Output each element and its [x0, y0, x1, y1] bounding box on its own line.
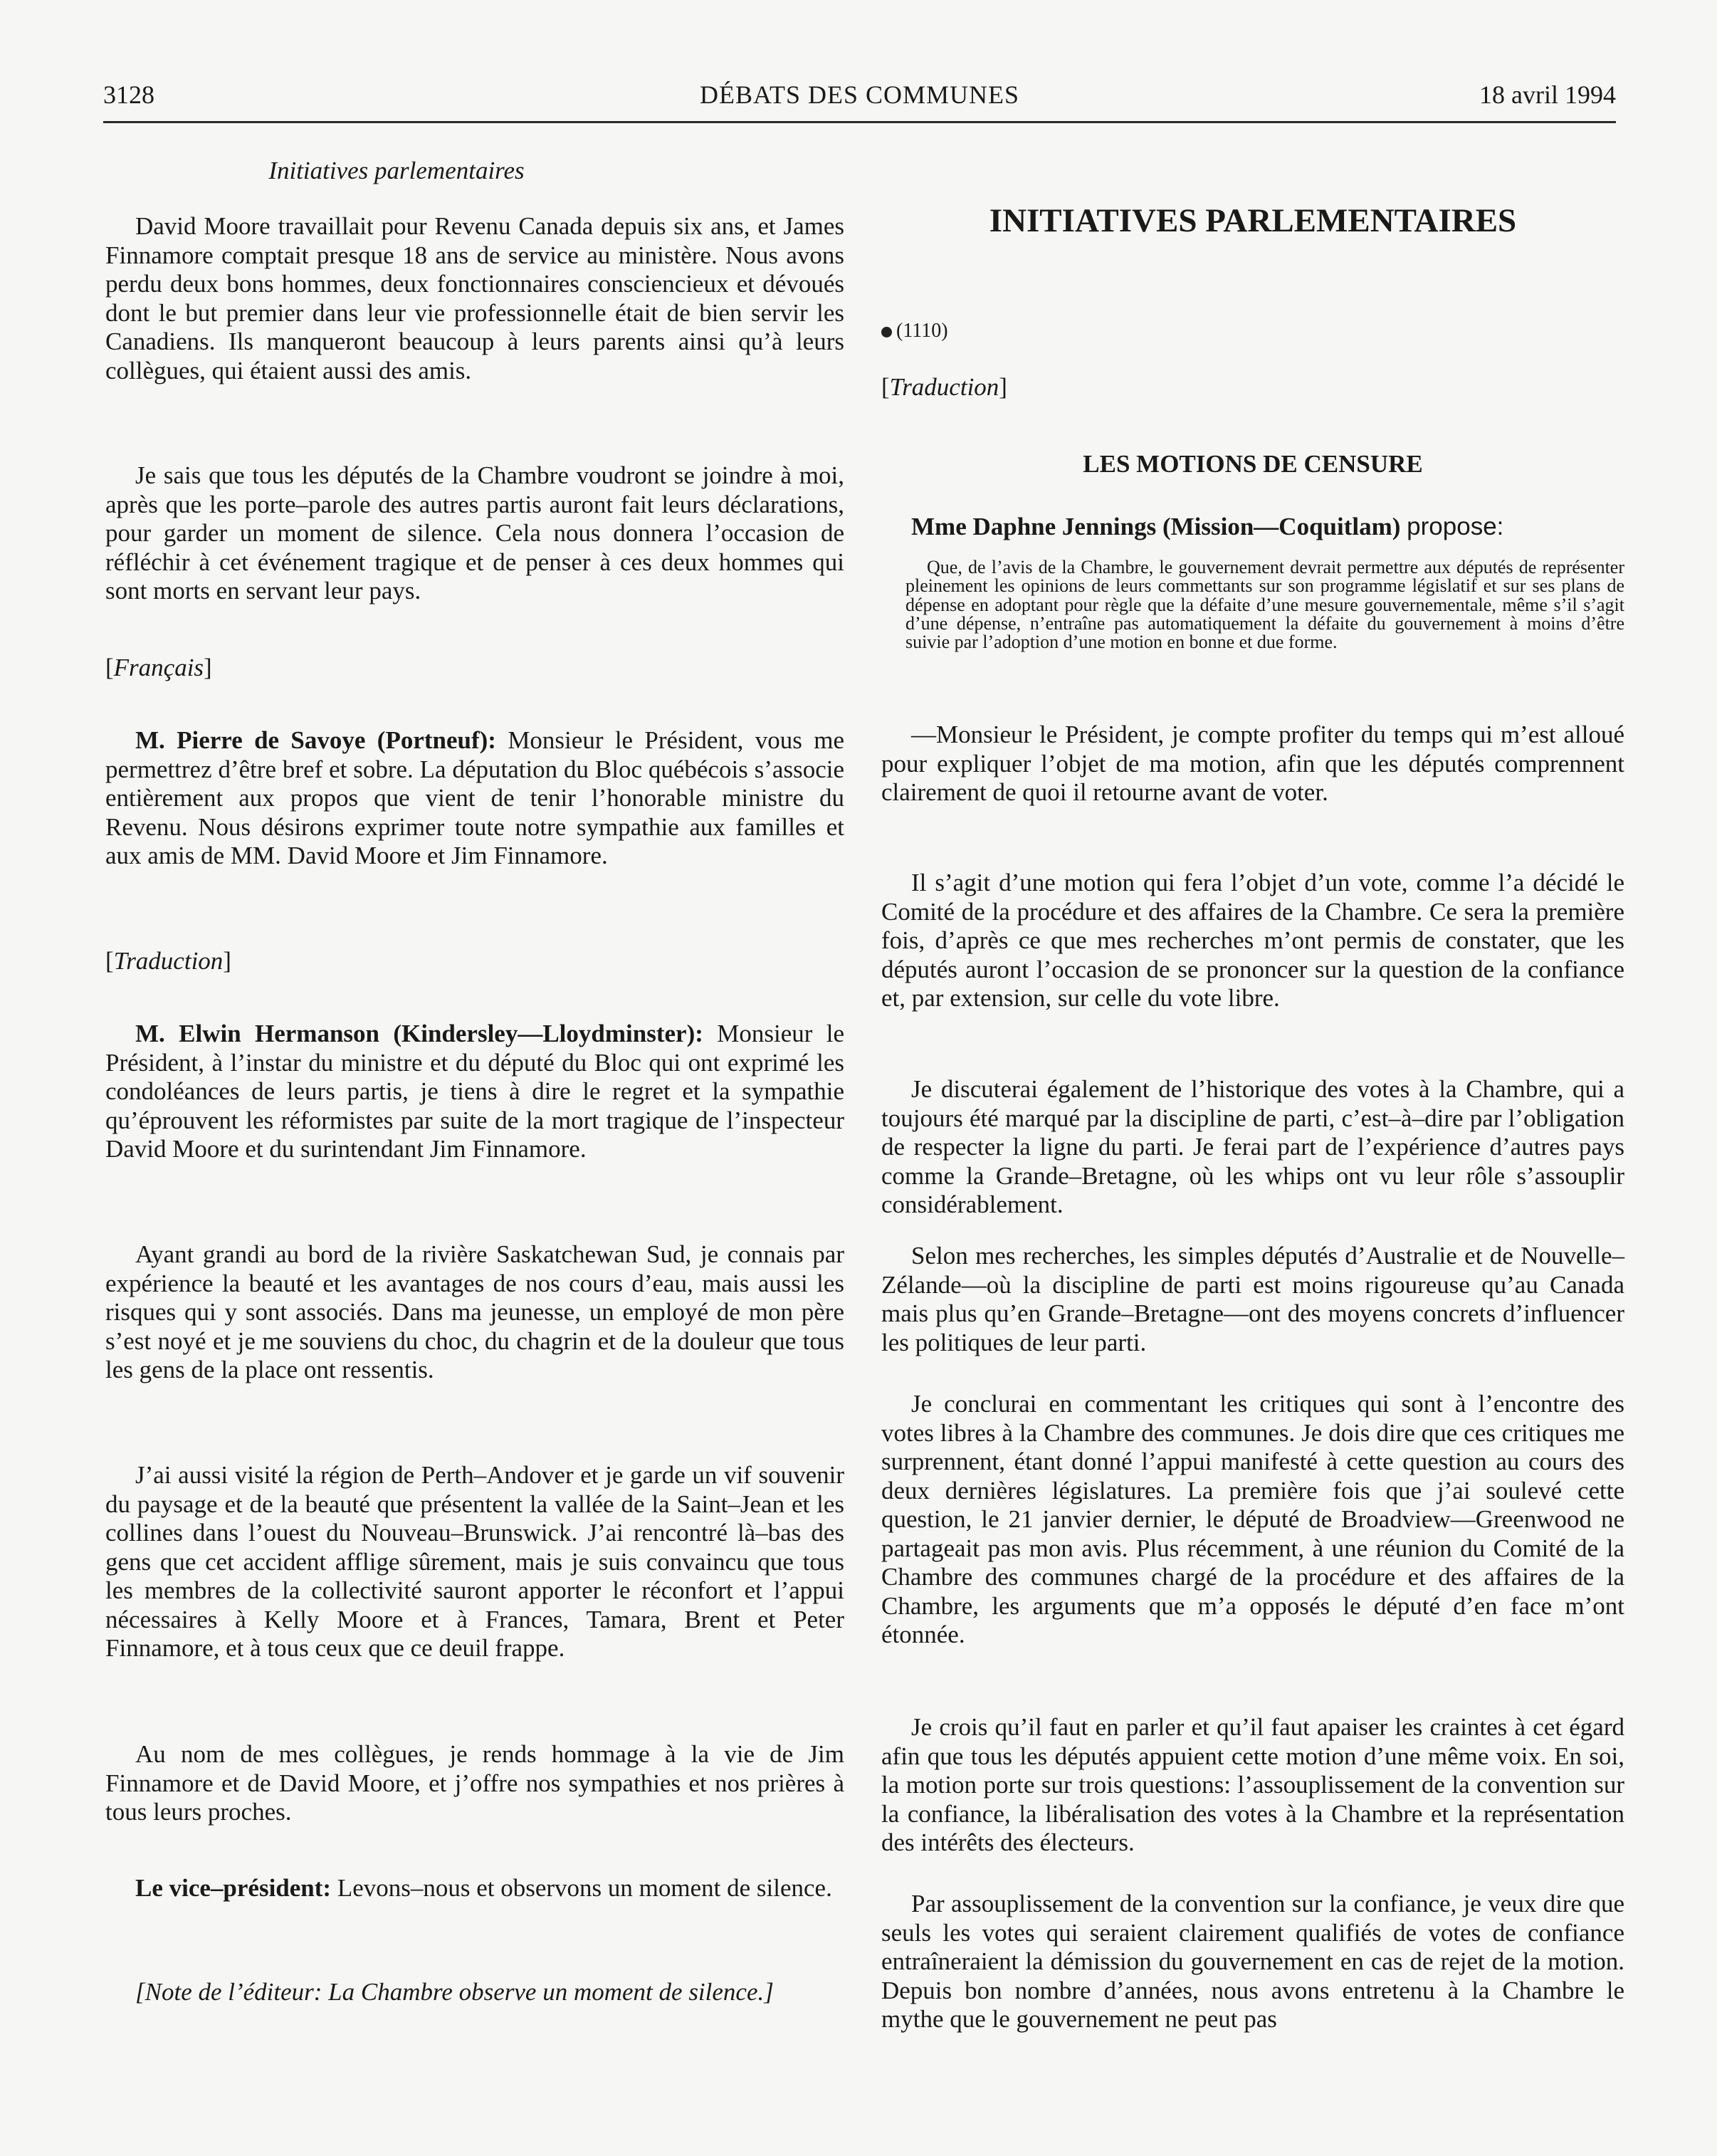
bullet-icon	[881, 327, 892, 337]
mover-line	[881, 513, 1624, 542]
language-note-text: Traduction	[889, 373, 999, 401]
right-paragraph-7: Par assouplissement de la convention sur la confiance, je veux dire que seuls les votes qui seraient clairement qualifiés de votes de confiance entraîneraient la démission du gouvernement en cas de rejet de la motion. Depuis bon nombre d’années, nous avons entretenu à la Chambre le mythe que le gouvernement ne peut pas	[881, 1890, 1624, 2033]
publication-title: DÉBATS DES COMMUNES	[699, 80, 1020, 109]
speech-text: Monsieur le Président, à l’instar du ministre et du député du Bloc qui ont exprimé les condoléances de leurs partis, je tiens à dire le regret et la sympathie qu’éprouvent les réformistes par suite de la mort tragique de l’inspecteur David Moore et du surintendant Jim Finnamore.	[105, 1020, 845, 1163]
right-paragraph-2: Il s’agit d’une motion qui fera l’objet d’un vote, comme l’a décidé le Comité de la procédure et des affaires de la Chambre. Ce sera la première fois, d’après ce que mes recherches m’ont permis de constater, que les députés auront l’occasion de se prononcer sur la question de la confiance et, par extension, sur celle du vote libre.	[881, 869, 1624, 1012]
left-paragraph-8	[105, 1874, 844, 1903]
subheading: LES MOTIONS DE CENSURE	[1083, 450, 1423, 478]
mover-name: Mme Daphne Jennings (Mission—Coquitlam)	[911, 513, 1401, 540]
page-header	[103, 80, 1616, 122]
right-paragraph-6: Je crois qu’il faut en parler et qu’il faut apaiser les craintes à cet égard afin que tous les députés appuient cette motion d’une même voix. En soi, la motion porte sur trois questions: l’assouplissement de la convention sur la confiance, la libéralisation des votes à la Chambre et la représentation des intérêts des électeurs.	[881, 1713, 1624, 1856]
right-paragraph-5: Je conclurai en commentant les critiques qui sont à l’encontre des votes libres à la Chambre des communes. Je dois dire que ces critiques me surprennent, étant donné l’appui manifesté à cette question au cours des deux dernières législatures. La première fois que j’ai soulevé cette question, le 21 janvier dernier, le député de Broadview—Greenwood ne partageait pas mon avis. Plus récemment, à une réunion du Comité de la Chambre des communes chargé de la procédure et des affaires de la Chambre, les arguments que m’a opposés le député d’en face m’ont étonnée.	[881, 1390, 1624, 1648]
left-paragraph-6: J’ai aussi visité la région de Perth–Andover et je garde un vif souvenir du paysage et de la beauté que présentent la vallée de la Saint–Jean et les collines dans l’ouest du Nouveau–Brunswick. J’ai rencontré là–bas des gens que cet accident afflige sûrement, mais je suis convaincu que tous les membres de la collectivité sauront apporter le réconfort et l’appui nécessaires à Kelly Moore et à Frances, Tamara, Brent et Peter Finnamore, et à tous ceux que ce deuil frappe.	[105, 1461, 844, 1662]
page-number: 3128	[103, 80, 154, 109]
motion-text: Que, de l’avis de la Chambre, le gouvernement devrait permettre aux députés de représenter pleinement les opinions de leurs commettants sur son programme législatif et sur ses plans de dépense en adoptant pour règle que la défaite d’une mesure gouvernementale, même s’il s’agit d’une dépense, n’entraîne pas automatiquement la défaite du gouvernement à moins d’être suivie par l’adoption d’une motion en bonne et due forme.	[905, 557, 1624, 653]
section-heading: INITIATIVES PARLEMENTAIRES	[989, 202, 1517, 239]
language-note-francais: [Français]	[105, 654, 212, 681]
time-marker	[881, 317, 1624, 346]
left-paragraph-2: Je sais que tous les députés de la Chambre voudront se joindre à moi, après que les porte–parole des autres partis auront fait leurs déclarations, pour garder un moment de silence. Cela nous donnera l’occasion de réfléchir à cet événement tragique et de penser à ces deux hommes qui sont morts en servant leur pays.	[105, 461, 844, 605]
left-paragraph-3	[105, 726, 844, 871]
time-text: (1110)	[896, 320, 948, 342]
running-section-label: Initiatives parlementaires	[268, 157, 525, 184]
language-note-text: Traduction	[113, 947, 224, 975]
left-paragraph-7: Au nom de mes collègues, je rends hommage à la vie de Jim Finnamore et de David Moore, et j’offre nos sympathies et nos prières à tous leurs proches.	[105, 1740, 844, 1826]
left-paragraph-5: Ayant grandi au bord de la rivière Saskatchewan Sud, je connais par expérience la beauté et les avantages de nos cours d’eau, mais aussi les risques qui y sont associés. Dans ma jeunesse, un employé de mon père s’est noyé et je me souviens du choc, du chagrin et de la douleur que tous les gens de la place ont ressentis.	[105, 1240, 844, 1383]
language-note-traduction: [Traduction]	[881, 373, 1007, 401]
right-paragraph-1: —Monsieur le Président, je compte profiter du temps qui m’est alloué pour expliquer l’objet de ma motion, afin que les députés comprennent clairement de quoi il retourne avant de voter.	[881, 721, 1624, 806]
speech-text: Levons–nous et observons un moment de silence.	[337, 1874, 832, 1902]
language-note-text: Français	[113, 654, 204, 681]
language-note-traduction: [Traduction]	[105, 947, 231, 975]
right-paragraph-4: Selon mes recherches, les simples députés d’Australie et de Nouvelle–Zélande—où la discipline de parti est moins rigoureuse qu’au Canada mais plus qu’en Grande–Bretagne—ont des moyens concrets d’influencer les politiques de leur parti.	[881, 1242, 1624, 1356]
editor-note: [Note de l’éditeur: La Chambre observe un moment de silence.]	[135, 1978, 774, 2006]
mover-verb: propose:	[1407, 513, 1504, 540]
speaker-name: M. Pierre de Savoye (Portneuf):	[135, 726, 496, 754]
speaker-name: M. Elwin Hermanson (Kindersley—Lloydminster):	[135, 1020, 703, 1047]
left-paragraph-4	[105, 1020, 844, 1164]
header-date: 18 avril 1994	[1479, 80, 1616, 109]
speech-text: Monsieur le Président, vous me permettrez d’être bref et sobre. La députation du Bloc québécois s’associe entièrement aux propos que vient de tenir l’honorable ministre du Revenu. Nous désirons exprimer toute notre sympathie aux familles et aux amis de MM. David Moore et Jim Finnamore.	[105, 726, 845, 869]
header-rule	[103, 121, 1616, 123]
right-paragraph-3: Je discuterai également de l’historique des votes à la Chambre, qui a toujours été marqué par la discipline de parti, c’est–à–dire par l’obligation de respecter la ligne du parti. Je ferai part de l’expérience d’autres pays comme la Grande–Bretagne, où les whips ont vu leur rôle s’assouplir considérablement.	[881, 1075, 1624, 1218]
left-paragraph-1: David Moore travaillait pour Revenu Canada depuis six ans, et James Finnamore comptait presque 18 ans de service au ministère. Nous avons perdu deux bons hommes, deux fonctionnaires consciencieux et dévoués dont le but premier dans leur vie professionnelle était de bien servir les Canadiens. Ils manqueront beaucoup à leurs parents ainsi qu’à leurs collègues, qui étaient aussi des amis.	[105, 212, 844, 384]
speaker-name: Le vice–président:	[135, 1874, 332, 1902]
